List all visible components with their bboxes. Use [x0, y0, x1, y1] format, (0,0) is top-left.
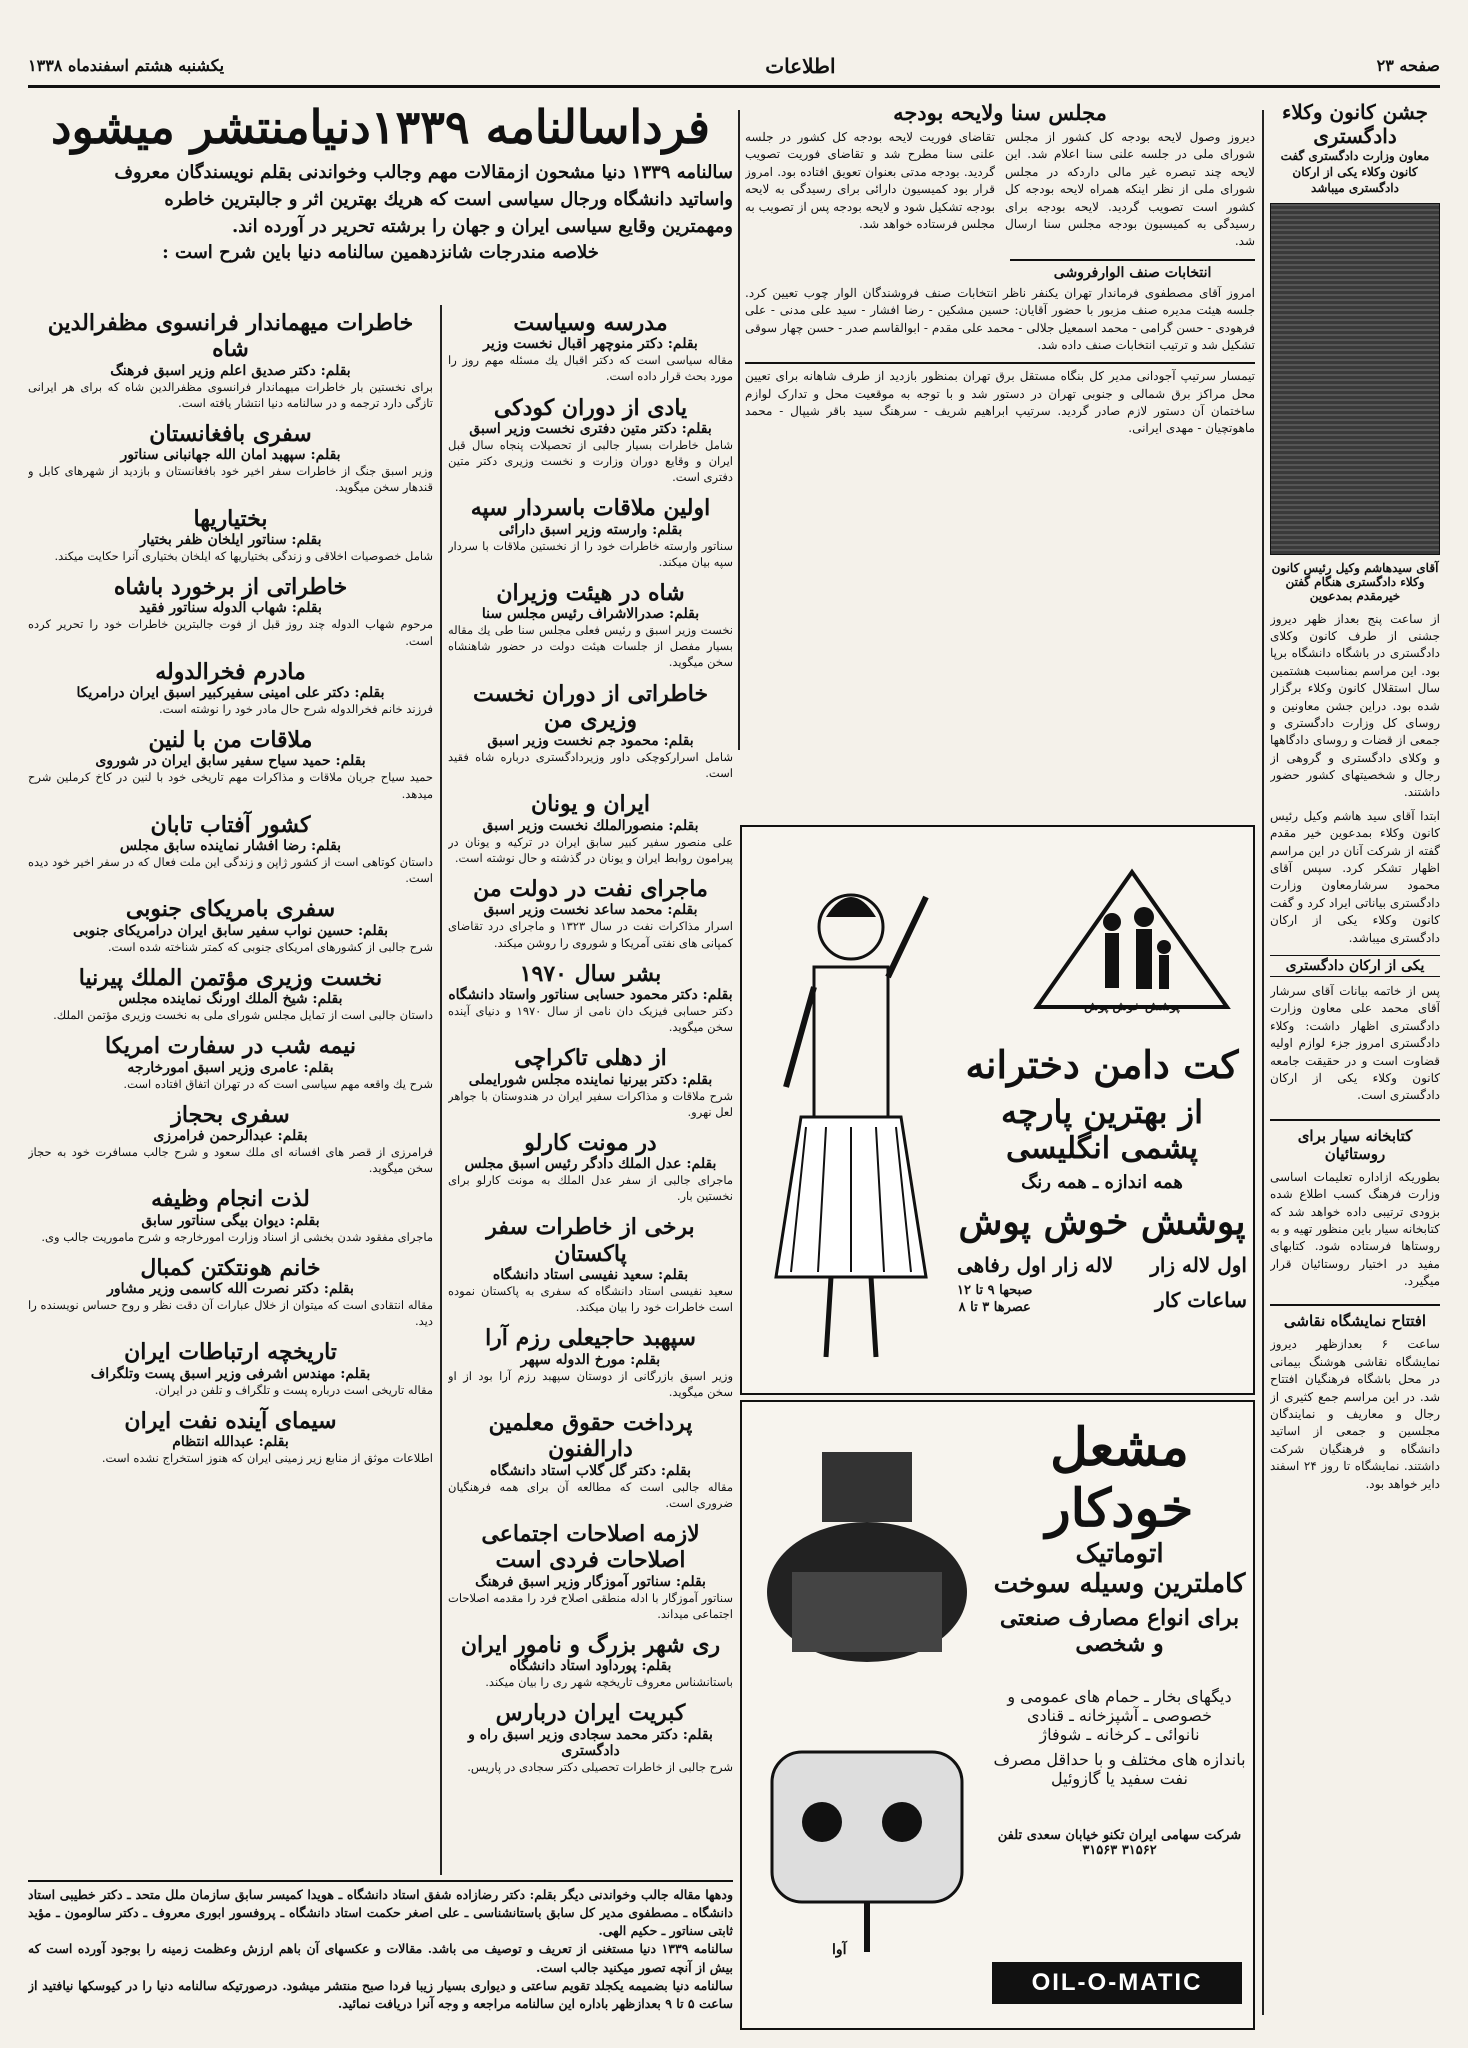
entry-author: بقلم: دکتر محمد سجادی وزیر اسبق راه و دادگستری: [468, 1726, 713, 1759]
election-heading: انتخابات صنف الوارفروشی: [1010, 259, 1255, 281]
entry-author: بقلم: شهاب الدوله سناتور فقید: [139, 600, 322, 617]
entry-title: ملاقات من با لنین: [148, 727, 313, 754]
entry-title: خاطراتی از برخورد باشاه: [113, 574, 348, 601]
ad-address: اول لاله زار: [1150, 1253, 1247, 1277]
lawyers-association-column: [1270, 100, 1440, 2020]
lead-summary: خلاصه مندرجات شانزدهمین سالنامه دنیا باین شرح است :: [162, 242, 599, 264]
almanac-entry: [28, 659, 433, 717]
almanac-entry: [28, 506, 433, 564]
entry-title: یادی از دوران کودکی: [493, 394, 688, 421]
almanac-entry: [448, 791, 733, 866]
page-number: صفحه ۲۳: [1376, 56, 1440, 75]
ad-hours-label: ساعات کار: [1155, 1287, 1247, 1312]
entry-description: علی منصور سفیر کبیر سابق ایران در ترکیه و یونان در پیرامون روابط ایران و یونان در گذشته و حال نوشته است.: [448, 834, 733, 865]
entry-description: سعید نفیسی استاد دانشگاه که سفری به پاکستان نموده است خاطرات خود را بیان میکند.: [448, 1284, 733, 1315]
brand-logo: [1032, 867, 1232, 1017]
election-body: امروز آقای مصطفوی فرماندار تهران یکنفر ناظر انتخابات صنف فروشندگان الوار چوب تعیین کرد. جلسه هیئت مدیره صنف مزبور با حضور آقایان: حسین مشکین - رضا افشار - سید علی مدنی - علی فرهودی - حسن گرامی - محمد اسمعیل جلالی - محمد علی مقدم - ابوالقاسم صدر - حسن چهار سوقی تشکیل شد و ترتیب انتخابات صنف داده شد.: [745, 285, 1255, 352]
entry-title: خاطرات میهماندار فرانسوی مظفرالدین شاه: [47, 310, 414, 363]
library-body: بطوریکه ازاداره تعلیمات اساسی وزارت فرهنگ کسب اطلاع شده بزودی ترتیبی داده خواهد شد که کتابخانه سیار باین منظور تهیه و به روستاها فرستاده شود. کتابهای مفید در اختیار روستائیان قرار میگیرد.: [1270, 1169, 1440, 1289]
entry-author: بقلم: عامری وزیر اسبق امورخارجه: [127, 1059, 334, 1076]
entry-title: در مونت کارلو: [524, 1129, 657, 1156]
almanac-entry: [448, 1214, 733, 1315]
ad-line: از بهترین پارچه: [1001, 1093, 1203, 1131]
entry-author: بقلم: دکتر بیرنیا نماینده مجلس شورایملی: [468, 1071, 713, 1088]
exhibition-heading: افتتاح نمایشگاه نقاشی: [1270, 1304, 1440, 1330]
burner-line: برای انواع مصارف صنعتی و شخصی: [999, 1605, 1240, 1657]
almanac-entry: [28, 727, 433, 802]
girl-drawing-icon: [756, 857, 946, 1377]
ad-text: [957, 1042, 1247, 1382]
almanac-entry: [448, 1700, 733, 1774]
entry-author: بقلم: صدرالاشراف رئیس مجلس سنا: [481, 606, 700, 623]
entry-title: سیمای آینده نفت ایران: [124, 1407, 337, 1434]
entry-title: خاطراتی از دوران نخست وزیری من: [472, 680, 709, 733]
brand-logo-text: پوشش خوش پوش: [1084, 999, 1180, 1013]
burner-title: مشعل خودکار: [1045, 1417, 1194, 1539]
entry-title: اولین ملاقات باسردار سپه: [470, 495, 711, 522]
senate-title: مجلس سنا ولایحه بودجه: [893, 100, 1107, 125]
almanac-entry: [448, 961, 733, 1036]
almanac-entry: [448, 495, 733, 570]
article-subtitle: معاون وزارت دادگستری گفت کانون وکلاء یکی از ارکان دادگستری میباشد: [1280, 149, 1430, 196]
closing-text: ودهها مقاله جالب وخواندنی دیگر بقلم: دکتر رضازاده شفق استاد دانشگاه ـ هویدا کمیسر سابق سازمان ملل متحد ـ دکتر خطیبی استاد دانشگاه ـ مصطفوی مدیر کل سابق باستانشناسی ـ علی اصغر حکمت استاد دانشگاه ـ پروفسور ابوری معروف ـ دکتر سالومون ـ مؤید ثابتی سناتور ـ حکیم الهی.: [28, 1887, 733, 1939]
almanac-entry: [448, 681, 733, 782]
entry-description: سناتور آموزگار با ادله منطقی اصلاح فرد را مقدمه اصلاحات اجتماعی میداند.: [448, 1590, 733, 1621]
burner-line: اتوماتیک: [1075, 1539, 1164, 1569]
burner-uses: نفت سفید یا گازوئیل: [1051, 1769, 1188, 1788]
entry-description: شرح ملاقات و مذاکرات سفیر ایران در هندوستان با جواهر لعل نهرو.: [448, 1088, 733, 1119]
burner-line: کاملترین وسیله سوخت: [993, 1569, 1246, 1599]
entry-author: بقلم: مورخ الدوله سپهر: [520, 1351, 661, 1368]
lead-paragraph: [28, 159, 733, 240]
lead-line: ومهمترین وقایع سیاسی ایران و جهان را برشته تحریر در آورده اند.: [231, 216, 733, 238]
entry-description: شرح یك واقعه مهم سیاسی است که در تهران اتفاق افتاده است.: [123, 1076, 433, 1091]
almanac-entry: [28, 1408, 433, 1466]
almanac-entry: [28, 310, 433, 411]
entry-author: بقلم: دکتر صدیق اعلم وزیر اسبق فرهنگ: [110, 362, 351, 379]
almanac-entry: [28, 421, 433, 496]
article-title: جشن کانون وکلاء دادگستری: [1281, 100, 1429, 148]
entry-description: دکتر حسابی فیزیک دان نامی از سال ۱۹۷۰ و دنیای آینده سخن میگوید.: [448, 1004, 733, 1035]
entry-description: فرزند خانم فخرالدوله شرح حال مادر خود را نوشته است.: [158, 702, 433, 716]
ad-line: کت دامن دخترانه: [965, 1042, 1239, 1087]
almanac-entry: [448, 1521, 733, 1622]
entry-title: سفری بامریکای جنوبی: [125, 896, 336, 923]
closing-text: سالنامه ۱۳۳۹ دنیا مستغنی از تعریف و توصیف می باشد. مقالات و عکسهای آن باهم ارزش وعظمت زمینه را بوجود آورده است که بیش از آنچه تصور میکنید جالب است.: [28, 1941, 733, 1975]
almanac-entry: [28, 965, 433, 1023]
entry-title: شاه در هیئت وزیران: [496, 579, 685, 606]
entry-title: ایران و یونان: [530, 791, 651, 818]
entry-author: بقلم: عدل الملك دادگر رئیس اسبق مجلس: [464, 1156, 717, 1173]
entry-description: فرامرزی از قصر های افسانه ای ملك سعود و شرح جالب مسافرت خود به حجاز سخن میگوید.: [28, 1145, 433, 1176]
almanac-entry: [448, 1325, 733, 1400]
entry-title: خانم هونتکتن کمبال: [140, 1254, 321, 1281]
entry-title: بختیاریها: [193, 505, 268, 532]
entry-author: بقلم: مهندس اشرفی وزیر اسبق پست وتلگراف: [90, 1365, 371, 1382]
lead-line: واساتید دانشگاه ورجال سیاسی است که هریك بهترین اثر و جالبترین خاطره: [164, 189, 733, 211]
burner-model: آوا: [832, 1942, 847, 1958]
burner-uses: دیگهای بخار ـ حمام های عمومی و خصوصی ـ آشپزخانه ـ قنادی: [1007, 1687, 1232, 1725]
entry-title: پرداخت حقوق معلمین دارالفنون: [488, 1409, 693, 1463]
burner-illustration: [752, 1422, 982, 1982]
column-rule: [440, 305, 442, 1875]
almanac-entry: [448, 876, 733, 951]
ad-address: لاله زار اول رفاهی: [957, 1253, 1114, 1277]
entry-title: ری شهر بزرگ و نامور ایران: [460, 1631, 721, 1658]
entry-description: مقاله تاریخی است درباره پست و تلگراف و تلفن در ایران.: [154, 1382, 433, 1397]
entry-description: حمید سیاح جریان ملاقات و مذاکرات مهم تاریخی خود با لنین در کاخ کرملین شرح میدهد.: [28, 770, 433, 801]
entry-author: بقلم: پورداود استاد دانشگاه: [509, 1658, 672, 1675]
entry-description: شامل خاطرات بسیار جالبی از تحصیلات پنجاه سال قبل ایران و وقایع دوران وزارت و نخست وزیری دکتر متین دفتری است.: [448, 437, 733, 485]
entry-description: داستان کوتاهی است از کشور ژاپن و زندگی این ملت فعال که در سفر اخیر خود دیده است.: [28, 855, 433, 886]
senate-body-2: تقاضای فوریت لایحه بودجه کل کشور در جلسه علنی سنا مطرح شد و تقاضای فوریت تصویب گردید. بودجه مدتی بعنوان تعویق افتاده بود. امروز قرار بود کمیسیون دارائی برای رسیدگی به لایحه بودجه تشکیل شود و لایحه بودجه پس از تصویب به مجلس فرستاده خواهد شد.: [745, 130, 995, 231]
almanac-entry: [28, 896, 433, 954]
electricity-body: تیمسار سرتیپ آجودانی مدیر کل بنگاه مستقل برق تهران بمنظور بازدید از طرف شاهانه برای تعیین محل مراکز برق شمالی و جنوبی تهران در دستور شد و با توجه به موقعیت محل و تدارک لوازم ساختمان آن دستور لازم صادر گردید. سرتیپ ابراهیم شریف - سرهنگ سید باقر شیپال - محمد ماهوتچیان - مهدی ایرانی.: [745, 362, 1255, 438]
entry-description: ماجرای مفقود شدن بخشی از اسناد وزارت امورخارجه و شرح ماموریت جالب وی.: [41, 1229, 433, 1244]
entry-description: مقاله سیاسی است که دکتر اقبال یك مسئله مهم روز را مورد بحث قرار داده است.: [448, 353, 733, 384]
almanac-list-right: [448, 310, 733, 1875]
entry-title: مادرم فخرالدوله: [155, 658, 306, 685]
lead-line: سالنامه ۱۳۳۹ دنیا مشحون ازمقالات مهم وجالب وخواندنی بقلم نویسندگان معروف: [114, 162, 733, 184]
column-rule: [738, 110, 740, 750]
family-logo-icon: [1032, 867, 1232, 1017]
burner-company: شرکت سهامی ایران تکنو خیابان سعدی تلفن ۳۱۵۶۲ ۳۱۵۶۳: [997, 1828, 1242, 1858]
entry-author: بقلم: حسین نواب سفیر سابق ایران درامریکای جنوبی: [72, 922, 389, 939]
entry-author: بقلم: دکتر محمود حسابی سناتور واستاد دانشگاه: [448, 987, 733, 1004]
entry-description: داستان جالبی است از تمایل مجلس شورای ملی به نخست وزیری مؤتمن الملك.: [53, 1008, 433, 1023]
entry-author: بقلم: حمید سیاح سفیر سابق ایران در شوروی: [95, 753, 366, 770]
entry-title: بشر سال ۱۹۷۰: [519, 960, 662, 987]
entry-description: اطلاعات موثق از منابع زیر زمینی ایران که هنوز استخراج نشده است.: [101, 1451, 433, 1466]
burner-uses: باندازه های مختلف و با حداقل مصرف: [993, 1750, 1246, 1769]
article-body: از ساعت پنج بعداز ظهر دیروز جشنی از طرف کانون وکلای دادگستری در باشگاه دانشگاه برپا بود. این مراسم بمناسبت هشتمین سال استقلال کانون وکلاء برگزار شده بود. دراین جشن معاونین و روسای کل وزارت دادگستری و جمعی از قضات و روسای دادگاهها و وکلای دادگستری و گروهی از رجال و شخصیتهای کشور حضور داشتند.: [1270, 611, 1440, 800]
entry-title: لازمه اصلاحات اجتماعی اصلاحات فردی است: [481, 1520, 700, 1574]
entry-description: اسرار مذاکرات نفت در سال ۱۳۲۳ و ماجرای درد تقاضای کمپانی های نفتی آمریکا و شوروی را روشن میکند.: [448, 919, 733, 950]
entry-author: بقلم: وارسته وزیر اسبق دارائی: [498, 521, 683, 538]
article-subheading: یکی از ارکان دادگستری: [1270, 955, 1440, 977]
ad-hours: صبحها ۹ تا ۱۲: [957, 1283, 1033, 1298]
entry-description: باستانشناس معروف تاریخچه شهر ری را بیان میکند.: [485, 1675, 733, 1690]
entry-title: سپهبد حاجیعلی رزم آرا: [485, 1325, 696, 1352]
almanac-entry: [28, 1186, 433, 1244]
ceremony-photo: [1270, 203, 1440, 555]
entry-title: سفری بحجاز: [171, 1101, 290, 1128]
almanac-entry: [28, 1033, 433, 1091]
burner-ad-text: [992, 1417, 1247, 1937]
entry-author: بقلم: عبدالرحمن فرامرزی: [153, 1128, 308, 1145]
exhibition-body: ساعت ۶ بعدازظهر دیروز نمایشگاه نقاشی هوشنگ بیمانی در محل باشگاه فرهنگیان افتتاح شد. در این مراسم جمع کثیری از رجال و معاریف و نمایندگان مجلسین و جمعی از اساتید دانشگاه و فرهنگیان شرکت داشتند. نمایشگاه تا روز ۲۴ اسفند دایر خواهد بود.: [1270, 1337, 1440, 1491]
entry-author: بقلم: دکتر متین دفتری نخست وزیر اسبق: [469, 420, 712, 437]
entry-title: نخست وزیری مؤتمن الملك پیرنیا: [78, 964, 383, 991]
entry-title: مدرسه وسیاست: [513, 310, 668, 336]
entry-description: سناتور وارسته خاطرات خود را از نخستین ملاقات با سردار سپه بیان میکند.: [448, 538, 733, 569]
girl-illustration: [756, 857, 946, 1377]
entry-title: سفری بافغانستان: [149, 420, 312, 447]
almanac-entry: [448, 1130, 733, 1205]
main-headline: فرداسالنامه ۱۳۳۹دنیامنتشر میشود: [50, 100, 711, 154]
page-header: [28, 46, 1440, 88]
entry-author: بقلم: سپهبد امان الله جهانبانی سناتور: [120, 447, 341, 464]
almanac-entry: [448, 1045, 733, 1120]
entry-author: بقلم: رضا افشار نماینده سابق مجلس: [119, 838, 342, 855]
entry-title: برخی از خاطرات سفر پاکستان: [486, 1214, 695, 1267]
entry-description: شامل خصوصیات اخلاقی و زندگی بختیاریها که ایلخان بختیاری آنرا حکایت میکند.: [54, 548, 433, 563]
entry-description: مرحوم شهاب الدوله چند روز قبل از فوت جالبترین خاطرات خود را تحریر کرده است.: [28, 617, 433, 648]
entry-title: لذت انجام وظیفه: [151, 1186, 310, 1213]
entry-author: بقلم: دکتر گل گلاب استاد دانشگاه: [490, 1462, 691, 1479]
oil-burner-icon: [752, 1422, 982, 1982]
column-rule: [1262, 110, 1264, 2015]
senate-budget-column: [745, 100, 1255, 820]
entry-description: وزیر اسبق بازرگانی از دوستان سپهبد رزم آرا بود از او سخن میگوید.: [448, 1368, 733, 1399]
almanac-entry: [28, 1102, 433, 1177]
entry-title: نیمه شب در سفارت امریکا: [105, 1033, 356, 1060]
almanac-entry: [448, 580, 733, 671]
entry-author: بقلم: شیخ الملك اورنگ نماینده مجلس: [118, 991, 343, 1008]
almanac-list-left: [28, 310, 433, 1875]
article-body: ابتدا آقای سید هاشم وکیل رئیس کانون وکلاء بمدعوین خیر مقدم گفته از شرکت آنان در این مراسم اظهار تشکر کرد. سپس آقای محمود سرشارمعاون وزارت دادگستری بیاناتی ایراد کرد و گفت کانون وکلاء یکی از ارکان دادگستری میباشد.: [1270, 808, 1440, 945]
article-body: پس از خاتمه بیانات آقای سرشار آقای محمد علی معاون وزارت دادگستری اظهار داشت: وکلاء دادگستری امروز جزء لوازم اولیه قضاوت است و در حقیقت جامعه کانون وکلاء یکی از ارکان دادگستری است.: [1270, 983, 1440, 1103]
entry-title: کبریت ایران دربارس: [495, 1700, 686, 1727]
entry-author: بقلم: سعید نفیسی استاد دانشگاه: [492, 1267, 689, 1284]
entry-description: وزیر اسبق جنگ از خاطرات سفر اخیر خود بافغانستان و بازدید از شهرهای کابل و قندهار سخن میگوید.: [28, 464, 433, 495]
issue-date: یکشنبه هشتم اسفندماه ۱۳۳۸: [28, 56, 225, 75]
almanac-entry: [448, 395, 733, 486]
entry-title: از دهلی تاکراچی: [514, 1045, 667, 1072]
almanac-entry: [448, 310, 733, 385]
entry-author: بقلم: عبدالله انتظام: [172, 1434, 289, 1451]
ad-hours: عصرها ۳ تا ۸: [958, 1299, 1031, 1315]
entry-author: بقلم: دکتر نصرت الله کاسمی وزیر مشاور: [107, 1281, 354, 1298]
entry-title: تاریخچه ارتباطات ایران: [124, 1339, 337, 1366]
entry-description: مقاله جالبی است که مطالعه آن برای همه فرهنگیان ضروری است.: [448, 1479, 733, 1510]
almanac-entry: [28, 812, 433, 887]
almanac-entry: [28, 1339, 433, 1397]
entry-description: شرح جالبی از کشورهای امریکای جنوبی که کمتر شناخته شده است.: [107, 939, 433, 954]
ad-line: پشمی انگلیسی: [1006, 1131, 1198, 1166]
oil-burner-advertisement: [740, 1400, 1255, 2030]
entry-description: شامل اسرارکوچکی داور وزیردادگستری درباره شاه فقید است.: [448, 750, 733, 781]
entry-author: بقلم: سناتور ایلخان ظفر بختیار: [139, 531, 322, 548]
almanac-headline-block: [28, 100, 733, 305]
senate-body: دیروز وصول لایحه بودجه کل کشور از مجلس شورای ملی در جلسه علنی سنا اعلام شد. این لایحه چند تبصره غیر مالی داردکه در مجلس شورای ملی از نظر اینکه همراه لایحه بودجه کل کشور است تصویب گردید. لایحه بودجه برای رسیدگی به کمیسیون بودجه مجلس سنا ارسال شد.: [1005, 130, 1255, 249]
almanac-entry: [28, 1255, 433, 1330]
paper-name: اطلاعات: [765, 53, 836, 78]
entry-title: کشور آفتاب تابان: [150, 811, 311, 838]
entry-description: نخست وزیر اسبق و رئیس فعلی مجلس سنا طی یك مقاله بسیار مفصل از جلسات هیئت دولت در حضور شاهنشاه سخن میگوید.: [448, 623, 733, 670]
entry-author: بقلم: دکتر علی امینی سفیرکبیر اسبق ایران درامریکا: [76, 685, 385, 701]
closing-text: سالنامه دنیا بضمیمه یکجلد تقویم ساعتی و دیواری بسیار زیبا فردا صبح منتشر میشود. درصورتیکه سالنامه دنیا را در کیوسکها نیافتید از ساعت ۵ تا ۹ بعدازظهر باداره این سالنامه مراجعه و وجه آنرا دریافت نمائید.: [28, 1977, 733, 2011]
entry-description: برای نخستین بار خاطرات میهماندار فرانسوی مظفرالدین شاه که برای هر ایرانی تازگی دارد ترجمه و در سالنامه دنیا انتشار یافته است.: [28, 379, 433, 410]
photo-caption: آقای سیدهاشم وکیل رئیس کانون وکلاء دادگستری هنگام گفتن خیرمقدم بمدعوین: [1271, 560, 1439, 603]
entry-author: بقلم: محمد ساعد نخست وزیر اسبق: [483, 902, 698, 919]
ad-brand: پوشش خوش پوش: [958, 1201, 1246, 1243]
oilomatic-logo: OIL-O-MATIC: [992, 1962, 1242, 2004]
entry-title: ماجرای نفت در دولت من: [473, 876, 708, 903]
almanac-entry: [28, 574, 433, 649]
entry-author: بقلم: دیوان بیگی سناتور سابق: [141, 1212, 320, 1229]
clothing-advertisement: [740, 825, 1255, 1395]
almanac-entry: [448, 1410, 733, 1511]
entry-description: مقاله انتقادی است که میتوان از خلال عبارات آن دقت نظر و روح حساس نویسنده را دید.: [28, 1298, 433, 1329]
entry-author: بقلم: منصورالملك نخست وزیر اسبق: [482, 817, 699, 834]
entry-author: بقلم: دکتر منوچهر اقبال نخست وزیر: [483, 336, 698, 353]
entry-description: ماجرای جالبی از سفر عدل الملك به مونت کارلو برای نخستین بار.: [448, 1173, 733, 1204]
entry-author: بقلم: محمود جم نخست وزیر اسبق: [487, 733, 694, 750]
library-heading: کتابخانه سیار برای روستائیان: [1270, 1119, 1440, 1163]
almanac-entry: [448, 1632, 733, 1690]
almanac-closing: [28, 1880, 733, 2030]
entry-description: شرح جالبی از خاطرات تحصیلی دکتر سجادی در پاریس.: [467, 1759, 733, 1774]
burner-uses: نانوائی ـ کرخانه ـ شوفاژ: [1039, 1725, 1200, 1744]
entry-author: بقلم: سناتور آموزگار وزیر اسبق فرهنگ: [475, 1573, 706, 1590]
ad-line: همه اندازه ـ همه رنگ: [1021, 1172, 1183, 1193]
